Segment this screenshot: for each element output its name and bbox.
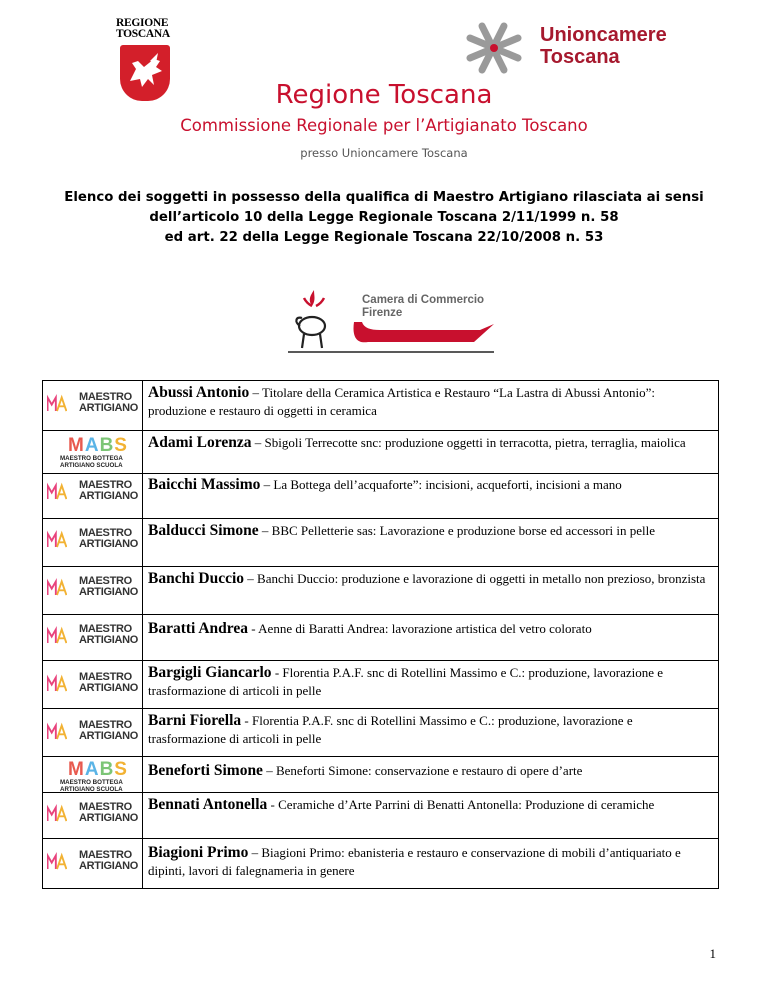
camera-commercio-logo <box>284 286 498 354</box>
maestro-artigiano-logo <box>47 716 139 748</box>
heading-line-1: Elenco dei soggetti in possesso della qualifica di Maestro Artigiano rilasciata ai sensi <box>64 190 704 205</box>
mabs-sub-line2: ARTIGIANO SCUOLA <box>60 785 123 793</box>
heading-line-2: dell’articolo 10 della Legge Regionale Toscana 2/11/1999 n. 58 <box>149 210 619 225</box>
ma-label-line1: MAESTRO <box>79 391 132 403</box>
maestro-artigiano-logo <box>47 668 139 700</box>
ma-letters-icon <box>47 575 67 601</box>
unioncamere-star-icon <box>460 18 530 76</box>
separator: - <box>271 665 283 680</box>
mabs-a: A <box>84 435 100 456</box>
table-row <box>148 712 710 748</box>
table-column-divider <box>142 380 143 888</box>
ma-letters-icon <box>47 849 67 875</box>
separator: – <box>244 571 258 586</box>
artisan-name: Barni Fiorella <box>148 712 242 729</box>
ma-label-line1: MAESTRO <box>79 527 132 539</box>
camera-logo-line1: Camera di Commercio <box>362 294 485 306</box>
presso-line: presso Unioncamere Toscana <box>300 146 468 160</box>
ma-label-line2: ARTIGIANO <box>79 538 139 550</box>
artisan-name: Biagioni Primo <box>148 844 249 861</box>
artisan-description: Biagioni Primo: ebanisteria e restauro e conservazione di mobili d’antiquariato e dipinti, lavori di falegnameria in genere <box>148 845 681 878</box>
table-row <box>148 664 710 700</box>
ma-label-line2: ARTIGIANO <box>79 860 139 872</box>
ma-label-line1: MAESTRO <box>79 849 132 861</box>
mabs-m: M <box>68 435 85 456</box>
table-row-line <box>42 518 718 519</box>
maestro-artigiano-logo <box>47 798 139 830</box>
artisan-description: Sbigoli Terrecotte snc: produzione oggetti in terracotta, pietra, terraglia, maiolica <box>264 435 686 450</box>
table-row-line <box>42 380 718 381</box>
ma-label-line1: MAESTRO <box>79 479 132 491</box>
document-heading <box>60 188 708 248</box>
maestro-artigiano-logo <box>47 620 139 652</box>
maestro-artigiano-logo <box>47 476 139 508</box>
ma-label-line1: MAESTRO <box>79 801 132 813</box>
regione-logo-line2: TOSCANA <box>116 28 170 40</box>
mabs-b: B <box>99 759 115 780</box>
artisan-name: Baratti Andrea <box>148 620 249 637</box>
table-row-line <box>42 708 718 709</box>
artisan-name: Banchi Duccio <box>148 570 245 587</box>
ma-label-line1: MAESTRO <box>79 671 132 683</box>
artisan-description: Ceramiche d’Arte Parrini di Benatti Antonella: Produzione di ceramiche <box>278 797 655 812</box>
ma-letters-icon <box>47 479 67 505</box>
artisan-description: Banchi Duccio: produzione e lavorazione di oggetti in metallo non prezioso, bronzista <box>257 571 706 586</box>
maestro-bottega-scuola-logo <box>60 435 128 470</box>
maestro-artigiano-logo <box>47 572 139 604</box>
artisan-name: Beneforti Simone <box>148 762 263 779</box>
ma-label-line1: MAESTRO <box>79 575 132 587</box>
table-row-line <box>42 430 718 431</box>
table-row <box>148 434 710 452</box>
mabs-m: M <box>68 759 85 780</box>
unioncamere-logo-line2: Toscana <box>540 46 620 68</box>
artisan-description: Titolare della Ceramica Artistica e Restauro “La Lastra di Abussi Antonio”: produzione e restauro di oggetti in ceramica <box>148 385 656 418</box>
ma-label-line2: ARTIGIANO <box>79 490 139 502</box>
artisan-description: Beneforti Simone: conservazione e restauro di opere d’arte <box>275 763 583 778</box>
mabs-letters <box>68 436 128 456</box>
artisan-name: Baicchi Massimo <box>148 476 261 493</box>
mabs-sub-line2: ARTIGIANO SCUOLA <box>60 461 123 469</box>
mabs-s: S <box>114 759 128 780</box>
regione-logo-line1: REGIONE <box>116 17 169 29</box>
ma-label-line2: ARTIGIANO <box>79 402 139 414</box>
artisan-name: Bargigli Giancarlo <box>148 664 272 681</box>
ma-letters-icon <box>47 801 67 827</box>
table-row-line <box>42 660 718 661</box>
separator: - <box>241 713 252 728</box>
heading-line-3: ed art. 22 della Legge Regionale Toscana 22/10/2008 n. 53 <box>164 230 604 245</box>
ma-label-line2: ARTIGIANO <box>79 634 139 646</box>
table-row-line <box>42 473 718 474</box>
artisan-name: Abussi Antonio <box>148 384 250 401</box>
ma-label-line1: MAESTRO <box>79 719 132 731</box>
artisan-name: Adami Lorenza <box>148 434 252 451</box>
artisan-name: Balducci Simone <box>148 522 259 539</box>
artisan-description: Aenne di Baratti Andrea: lavorazione artistica del vetro colorato <box>258 621 592 636</box>
ma-label-line2: ARTIGIANO <box>79 682 139 694</box>
separator: – <box>258 523 272 538</box>
table-row <box>148 476 710 494</box>
camera-logo-line2: Firenze <box>362 307 403 319</box>
table-row <box>148 844 710 880</box>
ma-letters-icon <box>47 623 67 649</box>
separator: – <box>251 435 265 450</box>
ma-letters-icon <box>47 527 67 553</box>
separator: – <box>260 477 274 492</box>
ma-label-line2: ARTIGIANO <box>79 730 139 742</box>
unioncamere-logo <box>460 18 667 78</box>
unioncamere-logo-line1: Unioncamere <box>540 24 667 46</box>
maestro-artigiano-logo <box>47 388 139 420</box>
ma-label-line1: MAESTRO <box>79 623 132 635</box>
mabs-letters <box>68 760 128 780</box>
separator: - <box>248 621 259 636</box>
artisan-description: Florentia P.A.F. snc di Rotellini Massimo e C.: produzione, lavorazione e trasformazione di articoli in pelle <box>148 713 633 746</box>
ma-label-line2: ARTIGIANO <box>79 812 139 824</box>
mabs-sub-line1: MAESTRO BOTTEGA <box>60 455 123 462</box>
artisan-description: La Bottega dell’acquaforte”: incisioni, acqueforti, incisioni a mano <box>273 477 622 492</box>
table-row-line <box>42 614 718 615</box>
table-row <box>148 762 710 780</box>
artisan-description: BBC Pelletterie sas: Lavorazione e produzione borse ed accessori in pelle <box>271 523 656 538</box>
table-row-line <box>42 792 718 793</box>
maestro-bottega-scuola-logo <box>60 759 128 794</box>
ma-letters-icon <box>47 719 67 745</box>
table-row-line <box>42 566 718 567</box>
separator: – <box>248 845 262 860</box>
table-row <box>148 796 710 814</box>
table-row-line <box>42 838 718 839</box>
mabs-sub-line1: MAESTRO BOTTEGA <box>60 779 123 786</box>
page-title: Regione Toscana <box>275 80 493 110</box>
mabs-s: S <box>114 435 128 456</box>
table-row <box>148 384 710 420</box>
maestro-artigiano-logo <box>47 524 139 556</box>
page-subtitle: Commissione Regionale per l’Artigianato Toscano <box>180 116 588 135</box>
table-row <box>148 620 710 638</box>
maestro-artigiano-logo <box>47 846 139 878</box>
separator: – <box>249 385 262 400</box>
separator: – <box>262 763 276 778</box>
artisan-description: Florentia P.A.F. snc di Rotellini Massimo e C.: produzione, lavorazione e trasformazione di articoli in pelle <box>148 665 664 698</box>
mabs-b: B <box>99 435 115 456</box>
separator: - <box>267 797 279 812</box>
page-number: 1 <box>709 946 716 961</box>
ma-label-line2: ARTIGIANO <box>79 586 139 598</box>
artisan-name: Bennati Antonella <box>148 796 268 813</box>
table-row <box>148 522 710 540</box>
ma-letters-icon <box>47 391 67 417</box>
table-row-line <box>42 756 718 757</box>
table-row <box>148 570 710 588</box>
ma-letters-icon <box>47 671 67 697</box>
mabs-a: A <box>84 759 100 780</box>
